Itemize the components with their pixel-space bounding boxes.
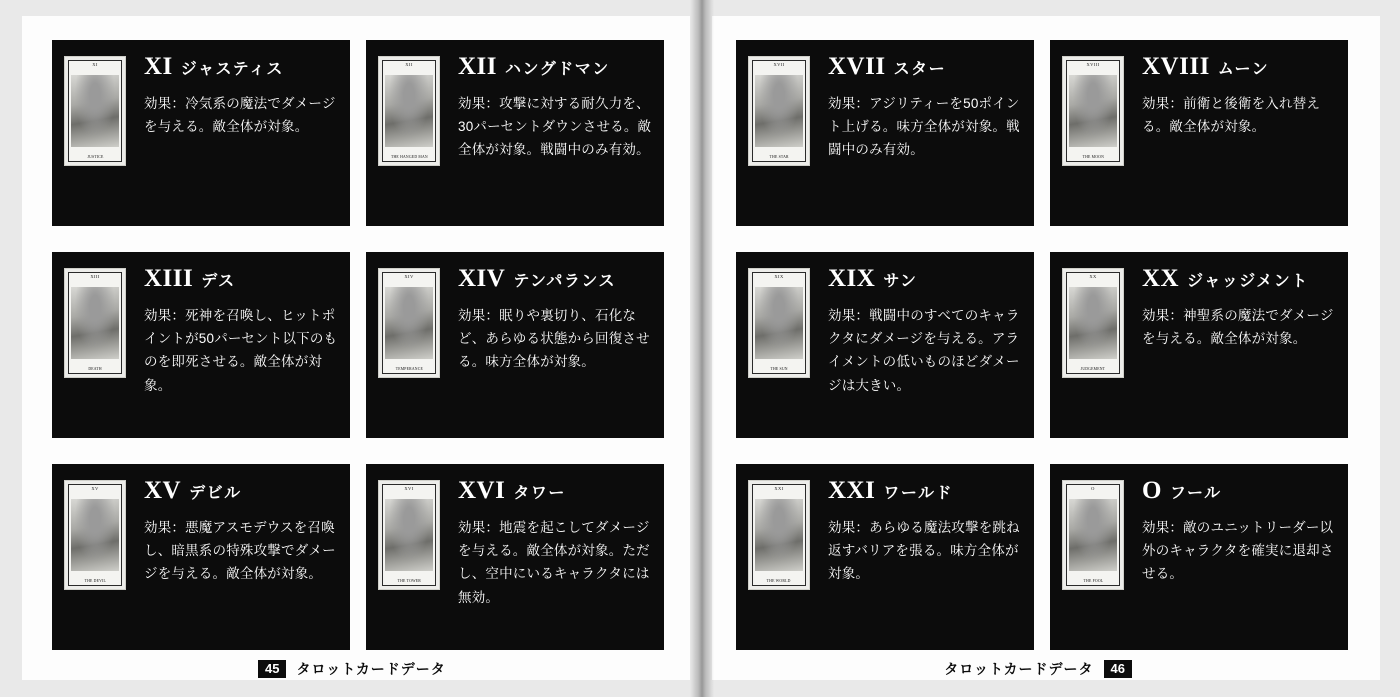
entry-roman-numeral: XIX: [828, 265, 876, 292]
card-caption: JUSTICE: [86, 154, 104, 159]
tarot-card-thumbnail: [378, 480, 440, 590]
tarot-card-entry[interactable]: [366, 464, 664, 650]
entry-description: 効果：前衛と後衛を入れ替える。敵全体が対象。: [1142, 96, 1321, 135]
entry-description: 効果：地震を起こしてダメージを与える。敵全体が対象。ただし、空中にいるキャラクタには無効。: [458, 520, 650, 605]
tarot-card-thumbnail: [64, 480, 126, 590]
card-caption: DEATH: [88, 366, 102, 371]
page-number: 46: [1104, 660, 1132, 678]
left-page-card-grid: [52, 40, 664, 650]
card-caption: THE MOON: [1082, 154, 1104, 159]
card-illustration: [755, 287, 803, 359]
tarot-card-entry[interactable]: [366, 40, 664, 226]
tarot-card-entry[interactable]: [1050, 464, 1348, 650]
entry-description: 効果：攻撃に対する耐久力を、30パーセントダウンさせる。敵全体が対象。戦闘中のみ有効。: [458, 96, 652, 158]
tarot-card-thumbnail: [64, 56, 126, 166]
entry-name: フール: [1169, 485, 1222, 502]
tarot-card-entry[interactable]: [736, 40, 1034, 226]
entry-description: 効果：アジリティーを50ポイント上げる。味方全体が対象。戦闘中のみ有効。: [828, 96, 1020, 158]
entry-title: [458, 478, 654, 503]
entry-title: [1142, 54, 1338, 79]
entry-roman-numeral: XVI: [458, 477, 506, 504]
card-roman-numeral-small: XXI: [774, 486, 784, 491]
tarot-card-entry[interactable]: [736, 252, 1034, 438]
card-caption: THE FOOL: [1083, 578, 1103, 583]
entry-roman-numeral: XXI: [828, 477, 876, 504]
entry-name: ジャッジメント: [1187, 273, 1309, 290]
card-roman-numeral-small: O: [1091, 486, 1095, 491]
card-illustration: [755, 499, 803, 571]
card-illustration: [71, 75, 119, 147]
entry-title: [828, 478, 1024, 503]
entry-title: [1142, 478, 1338, 503]
tarot-card-thumbnail: [1062, 480, 1124, 590]
card-roman-numeral-small: XVI: [404, 486, 414, 491]
card-illustration: [71, 287, 119, 359]
tarot-card-entry[interactable]: [1050, 40, 1348, 226]
card-caption: THE WORLD: [767, 578, 791, 583]
tarot-card-thumbnail: [1062, 56, 1124, 166]
card-caption: THE DEVIL: [84, 578, 106, 583]
tarot-card-thumbnail: [1062, 268, 1124, 378]
entry-name: デビル: [189, 485, 242, 502]
tarot-card-entry[interactable]: [366, 252, 664, 438]
card-illustration: [1069, 75, 1117, 147]
card-illustration: [1069, 287, 1117, 359]
entry-roman-numeral: XVIII: [1142, 53, 1210, 80]
card-roman-numeral-small: XV: [91, 486, 99, 491]
entry-roman-numeral: XIII: [144, 265, 194, 292]
right-page-footer: [944, 659, 1132, 679]
entry-name: ジャスティス: [180, 61, 284, 78]
tarot-card-thumbnail: [378, 268, 440, 378]
entry-title: [144, 54, 340, 79]
entry-name: サン: [883, 273, 918, 290]
entry-title: [1142, 266, 1338, 291]
entry-name: ムーン: [1217, 61, 1270, 78]
entry-title: [828, 266, 1024, 291]
card-roman-numeral-small: XII: [405, 62, 413, 67]
footer-section-label: タロットカードデータ: [296, 661, 446, 677]
entry-title: [144, 478, 340, 503]
tarot-card-thumbnail: [748, 56, 810, 166]
tarot-card-entry[interactable]: [52, 40, 350, 226]
tarot-card-entry[interactable]: [52, 252, 350, 438]
footer-section-label: タロットカードデータ: [944, 661, 1094, 677]
card-caption: THE SUN: [770, 366, 788, 371]
tarot-card-thumbnail: [748, 268, 810, 378]
card-roman-numeral-small: XI: [92, 62, 98, 67]
tarot-card-thumbnail: [748, 480, 810, 590]
tarot-card-thumbnail: [64, 268, 126, 378]
card-illustration: [385, 75, 433, 147]
card-illustration: [385, 287, 433, 359]
card-caption: TEMPERANCE: [395, 366, 423, 371]
entry-description: 効果：死神を召喚し、ヒットポイントが50パーセント以下のものを即死させる。敵全体が対象。: [144, 308, 338, 393]
page-number: 45: [258, 660, 286, 678]
card-caption: THE HANGED MAN: [390, 154, 428, 159]
card-caption: JUDGEMENT: [1080, 366, 1106, 371]
card-illustration: [71, 499, 119, 571]
entry-title: [458, 266, 654, 291]
entry-description: 効果：あらゆる魔法攻撃を跳ね返すバリアを張る。味方全体が対象。: [828, 520, 1020, 582]
entry-name: テンパランス: [513, 273, 616, 290]
entry-roman-numeral: XII: [458, 53, 498, 80]
entry-roman-numeral: XI: [144, 53, 173, 80]
entry-description: 効果：冷気系の魔法でダメージを与える。敵全体が対象。: [144, 96, 336, 135]
entry-roman-numeral: XVII: [828, 53, 886, 80]
entry-name: ハングドマン: [505, 61, 610, 78]
tarot-card-entry[interactable]: [52, 464, 350, 650]
entry-description: 効果：眠りや裏切り、石化など、あらゆる状態から回復させる。味方全体が対象。: [458, 308, 650, 370]
card-illustration: [755, 75, 803, 147]
right-page: [700, 0, 1400, 697]
tarot-card-entry[interactable]: [736, 464, 1034, 650]
entry-roman-numeral: XV: [144, 477, 182, 504]
entry-title: [144, 266, 340, 291]
card-roman-numeral-small: XVIII: [1086, 62, 1100, 67]
entry-roman-numeral: XIV: [458, 265, 506, 292]
entry-description: 効果：敵のユニットリーダー以外のキャラクタを確実に退却させる。: [1142, 520, 1334, 582]
entry-title: [828, 54, 1024, 79]
tarot-card-thumbnail: [378, 56, 440, 166]
entry-description: 効果：戦闘中のすべてのキャラクタにダメージを与える。アライメントの低いものほどダメージは大きい。: [828, 308, 1020, 393]
entry-roman-numeral: O: [1142, 477, 1162, 504]
card-illustration: [385, 499, 433, 571]
entry-name: ワールド: [883, 485, 954, 502]
card-roman-numeral-small: XIII: [90, 274, 100, 279]
right-page-card-grid: [736, 40, 1348, 650]
card-caption: THE TOWER: [397, 578, 421, 583]
entry-description: 効果：悪魔アスモデウスを召喚し、暗黒系の特殊攻撃でダメージを与える。敵全体が対象。: [144, 520, 336, 582]
entry-name: デス: [201, 273, 236, 290]
entry-roman-numeral: XX: [1142, 265, 1180, 292]
card-caption: THE STAR: [769, 154, 789, 159]
entry-name: タワー: [513, 485, 566, 502]
left-page-footer: [258, 659, 446, 679]
card-roman-numeral-small: XX: [1089, 274, 1097, 279]
entry-title: [458, 54, 654, 79]
entry-description: 効果：神聖系の魔法でダメージを与える。敵全体が対象。: [1142, 308, 1334, 347]
card-roman-numeral-small: XIV: [404, 274, 414, 279]
book-gutter-shadow: [690, 0, 714, 697]
card-roman-numeral-small: XVII: [773, 62, 785, 67]
entry-name: スター: [893, 61, 947, 78]
card-roman-numeral-small: XIX: [774, 274, 784, 279]
tarot-card-entry[interactable]: [1050, 252, 1348, 438]
card-illustration: [1069, 499, 1117, 571]
